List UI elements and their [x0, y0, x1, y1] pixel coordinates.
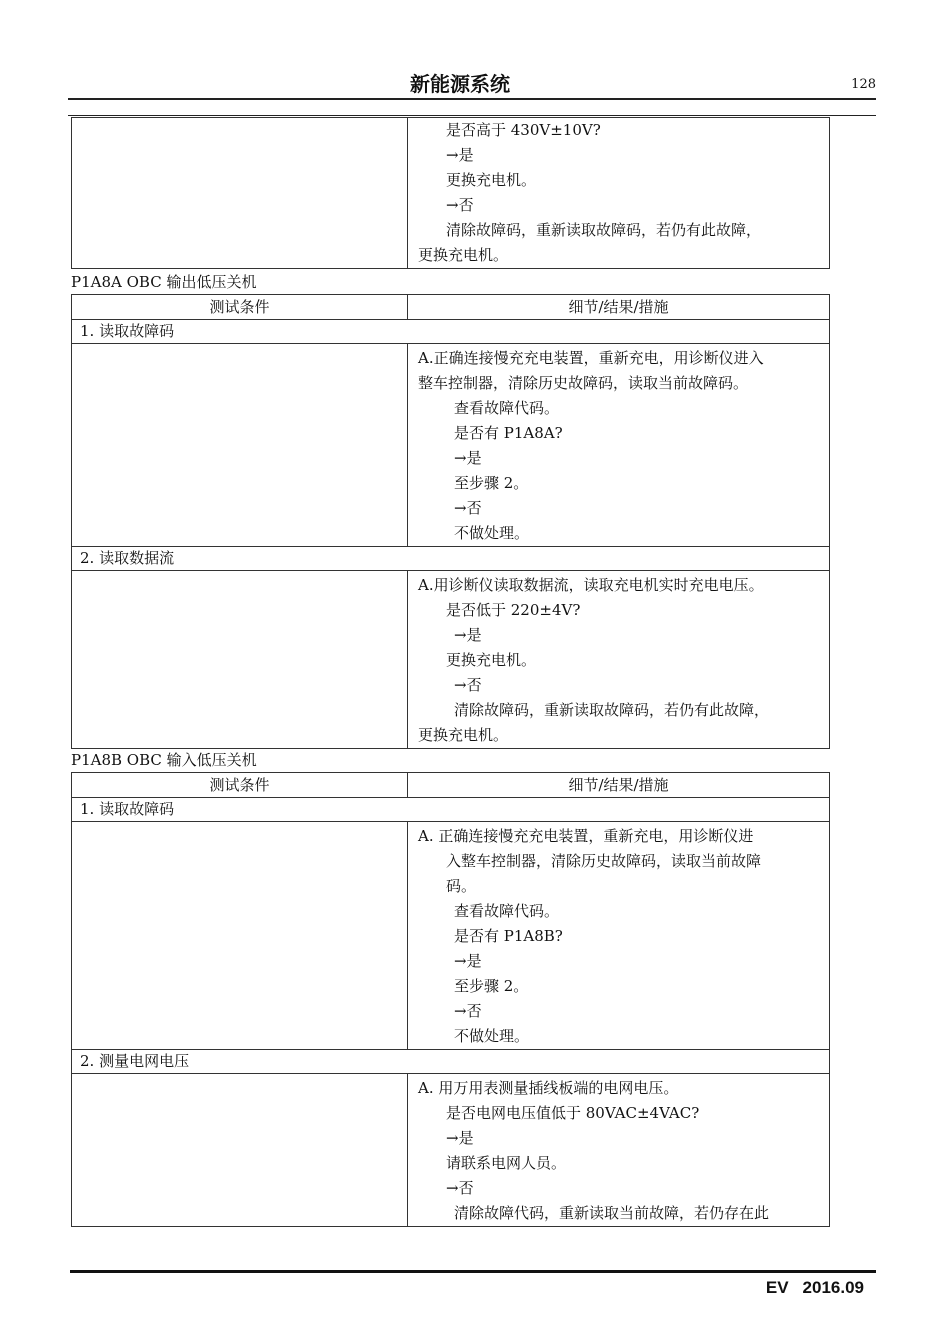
condition-cell	[72, 822, 408, 1050]
detail-line: →是	[454, 449, 482, 467]
section-title-p1a8b: P1A8B OBC 输入低压关机	[71, 751, 257, 769]
condition-cell	[72, 344, 408, 547]
detail-line: 清除故障代码，重新读取当前故障，若仍存在此	[454, 1204, 770, 1222]
header-rule	[68, 98, 876, 100]
step-label: 2. 读取数据流	[72, 547, 830, 571]
page-title: 新能源系统	[410, 72, 510, 96]
detail-line: A.正确连接慢充充电装置，重新充电，用诊断仪进入	[418, 349, 764, 367]
detail-line: A. 用万用表测量插线板端的电网电压。	[418, 1079, 679, 1097]
footer-rule	[70, 1270, 876, 1273]
detail-line: 至步骤 2。	[454, 977, 529, 995]
detail-cell	[408, 344, 830, 547]
condition-cell	[72, 1074, 408, 1227]
condition-cell	[72, 118, 408, 269]
column-header: 细节/结果/措施	[408, 773, 830, 798]
detail-line: 查看故障代码。	[454, 399, 560, 417]
section-title-p1a8a: P1A8A OBC 输出低压关机	[71, 273, 257, 291]
p1a8a-table	[71, 294, 830, 749]
detail-line: 是否高于 430V±10V?	[446, 121, 601, 139]
detail-line: A.用诊断仪读取数据流，读取充电机实时充电电压。	[418, 576, 764, 594]
detail-line: 更换充电机。	[446, 171, 537, 189]
detail-line: 清除故障码，重新读取故障码，若仍有此故障，	[454, 701, 770, 719]
column-header: 测试条件	[72, 295, 408, 320]
column-header: 细节/结果/措施	[408, 295, 830, 320]
detail-cell	[408, 118, 830, 269]
detail-line: →是	[454, 626, 482, 644]
column-header: 测试条件	[72, 773, 408, 798]
detail-line: 是否有 P1A8A?	[454, 424, 563, 442]
detail-line: →否	[446, 196, 474, 214]
detail-cell	[408, 571, 830, 749]
p1a8b-table	[71, 772, 830, 1227]
header-rule-thin	[68, 115, 876, 116]
detail-line: 清除故障码，重新读取故障码，若仍有此故障，	[446, 221, 762, 239]
condition-cell	[72, 571, 408, 749]
detail-line: →否	[454, 499, 482, 517]
footer-date: 2016.09	[802, 1278, 864, 1297]
detail-cell	[408, 1074, 830, 1227]
detail-line: 是否电网电压值低于 80VAC±4VAC?	[446, 1104, 700, 1122]
page-number: 128	[851, 77, 876, 92]
step-label: 1. 读取故障码	[72, 798, 830, 822]
detail-line: 更换充电机。	[446, 651, 537, 669]
detail-line: →是	[446, 1129, 474, 1147]
detail-line: →是	[454, 952, 482, 970]
step-label: 1. 读取故障码	[72, 320, 830, 344]
detail-line: 是否有 P1A8B?	[454, 927, 563, 945]
detail-line: 更换充电机。	[418, 246, 509, 264]
detail-line: 是否低于 220±4V?	[446, 601, 581, 619]
detail-cell	[408, 822, 830, 1050]
footer-brand: EV	[765, 1278, 789, 1297]
detail-line: 查看故障代码。	[454, 902, 560, 920]
detail-line: 不做处理。	[454, 524, 530, 542]
detail-line: 整车控制器，清除历史故障码，读取当前故障码。	[418, 374, 749, 392]
continued-table	[71, 117, 830, 269]
detail-line: 更换充电机。	[418, 726, 509, 744]
detail-line: 码。	[446, 877, 477, 895]
detail-line: →否	[454, 1002, 482, 1020]
detail-line: →否	[446, 1179, 474, 1197]
detail-line: A. 正确连接慢充充电装置，重新充电，用诊断仪进	[418, 827, 754, 845]
detail-line: 请联系电网人员。	[446, 1154, 567, 1172]
detail-line: →是	[446, 146, 474, 164]
detail-line: →否	[454, 676, 482, 694]
footer	[752, 1278, 864, 1298]
detail-line: 入整车控制器，清除历史故障码，读取当前故障	[446, 852, 762, 870]
step-label: 2. 测量电网电压	[72, 1050, 830, 1074]
detail-line: 不做处理。	[454, 1027, 530, 1045]
detail-line: 至步骤 2。	[454, 474, 529, 492]
